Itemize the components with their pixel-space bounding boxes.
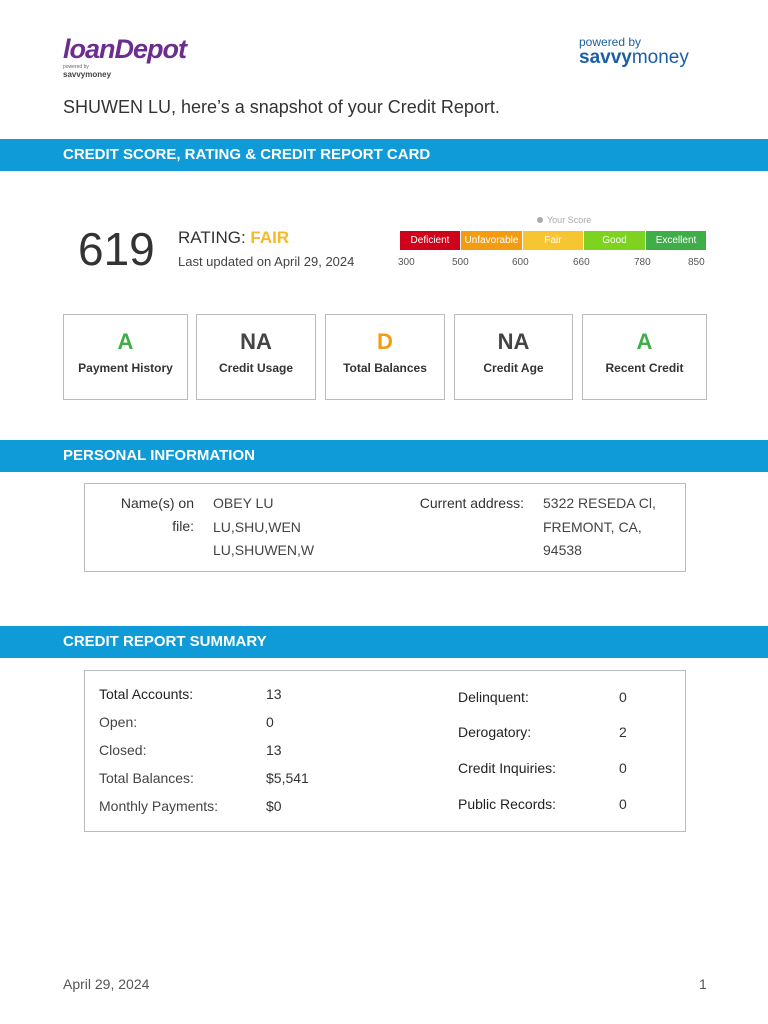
loandepot-powered-by: powered by [63, 64, 89, 70]
loandepot-logo [63, 34, 186, 79]
report-card-item [582, 314, 707, 400]
scale-segment-deficient: Deficient [400, 231, 461, 250]
summary-value: 0 [619, 760, 627, 776]
names-list [213, 492, 314, 563]
last-updated: Last updated on April 29, 2024 [178, 254, 355, 269]
scale-segment-excellent: Excellent [646, 231, 706, 250]
your-score-label: Your Score [547, 215, 592, 225]
names-label: Name(s) on file: [120, 495, 194, 534]
name-item: OBEY LU [213, 495, 274, 511]
report-card-item [325, 314, 445, 400]
greeting-text: SHUWEN LU, here’s a snapshot of your Credit Report. [63, 97, 500, 117]
summary-label: Credit Inquiries: [458, 760, 557, 776]
scale-segment-fair: Fair [523, 231, 584, 250]
report-card-item [196, 314, 316, 400]
personal-info-section-title: PERSONAL INFORMATION [63, 447, 255, 464]
summary-label: Monthly Payments: [99, 798, 219, 814]
report-card-item [63, 314, 188, 400]
summary-value: 0 [619, 689, 627, 705]
summary-label: Public Records: [458, 796, 557, 812]
scale-tick-label: 850 [688, 257, 705, 268]
summary-label: Total Balances: [99, 770, 194, 786]
name-item: LU,SHUWEN,W [213, 542, 315, 558]
rating-label: RATING: [178, 228, 246, 247]
address-line: 94538 [543, 542, 582, 558]
score-scale-bar [400, 231, 706, 250]
credit-score-section-title: CREDIT SCORE, RATING & CREDIT REPORT CARD [63, 146, 431, 163]
scale-tick-label: 300 [398, 257, 415, 268]
summary-value: $0 [266, 798, 282, 814]
summary-value: 2 [619, 724, 627, 740]
savvymoney-logo [579, 36, 689, 68]
score-scale-ticks [0, 257, 768, 271]
report-card-grade: NA [497, 329, 530, 354]
your-score-marker [537, 215, 591, 225]
map-pin-icon [537, 217, 543, 223]
summary-value: 0 [619, 796, 627, 812]
personal-info-section-header [0, 440, 768, 472]
loandepot-wordmark: loanDepot [63, 34, 186, 64]
scale-segment-good: Good [584, 231, 646, 250]
credit-score-value: 619 [78, 223, 155, 275]
report-card-grade: NA [240, 329, 272, 354]
summary-label: Closed: [99, 742, 147, 758]
savvymoney-powered-by: powered by [579, 35, 642, 49]
address-lines [543, 492, 656, 563]
report-card-grade: A [117, 329, 134, 354]
report-card-label: Total Balances [343, 361, 427, 375]
scale-tick-label: 600 [512, 257, 529, 268]
summary-value: $5,541 [266, 770, 309, 786]
scale-tick-label: 500 [452, 257, 469, 268]
address-line: 5322 RESEDA Cl, [543, 495, 656, 511]
report-card-grade: D [377, 329, 393, 354]
summary-value: 13 [266, 742, 282, 758]
loandepot-savvymoney: savvymoney [63, 70, 112, 79]
report-card-label: Credit Age [483, 361, 544, 375]
scale-tick-label: 780 [634, 257, 651, 268]
footer-date: April 29, 2024 [63, 976, 150, 992]
report-card-item [454, 314, 573, 400]
summary-value: 0 [266, 714, 274, 730]
summary-label: Derogatory: [458, 724, 532, 740]
address-label: Current address: [419, 495, 524, 511]
summary-label: Total Accounts: [99, 686, 194, 702]
report-card-label: Credit Usage [218, 361, 294, 375]
summary-label: Open: [99, 714, 138, 730]
savvymoney-wordmark: savvymoney [579, 47, 689, 68]
report-card-label: Recent Credit [605, 361, 684, 375]
summary-section-header [0, 626, 768, 658]
page-number: 1 [699, 976, 707, 992]
credit-score-section-header [0, 139, 768, 171]
summary-label: Delinquent: [458, 689, 529, 705]
address-line: FREMONT, CA, [543, 518, 642, 535]
summary-value: 13 [266, 686, 282, 702]
scale-segment-unfavorable: Unfavorable [461, 231, 523, 250]
report-card-label: Payment History [78, 361, 173, 375]
rating [178, 228, 289, 248]
scale-tick-label: 660 [573, 257, 590, 268]
rating-value: FAIR [250, 228, 290, 247]
summary-section-title: CREDIT REPORT SUMMARY [63, 633, 267, 650]
name-item: LU,SHU,WEN [213, 518, 301, 535]
report-card-grade: A [636, 329, 653, 354]
